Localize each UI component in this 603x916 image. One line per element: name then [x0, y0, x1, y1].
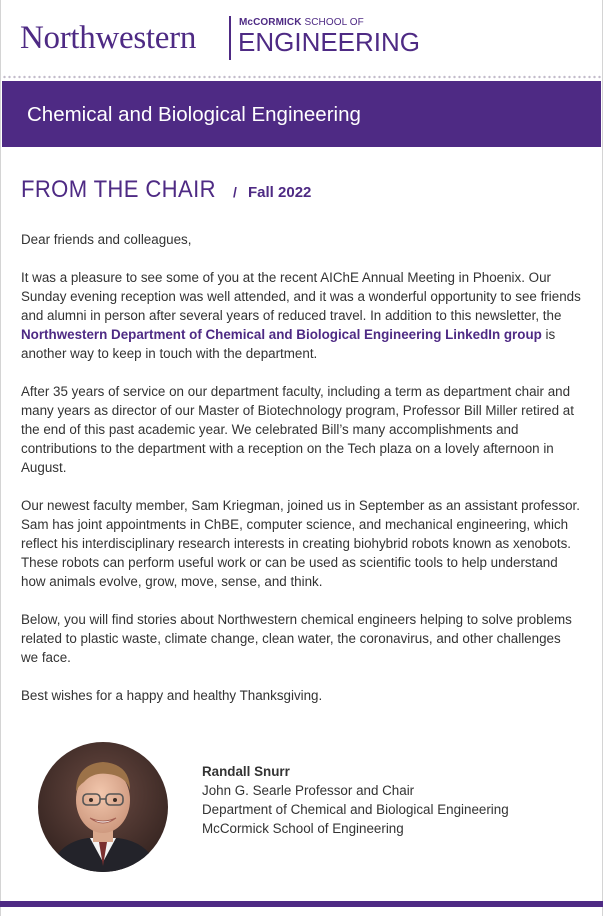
department-title: Chemical and Biological Engineering [27, 103, 361, 126]
paragraph-stories: Below, you will find stories about Northwestern chemical engineers helping to solve problems related to plastic waste, climate change, clean water, the coronavirus, and other challenges we face. [21, 612, 572, 665]
paragraph-aiche: It was a pleasure to see some of you at the recent AIChE Annual Meeting in Phoenix. Our Sunday evening reception was well attended, and it was a wonderful opportunity to see friends and alumni in person after several years of reduced travel. In addition to this newsletter, the Northwestern Department of Chemical and Biological Engineering LinkedIn group is another way to keep in touch with the department. [21, 270, 581, 361]
department-banner [2, 81, 601, 147]
footer-bar [0, 901, 603, 907]
from-the-chair-title: FROM THE CHAIR [21, 176, 216, 203]
signature-title: John G. Searle Professor and Chair [202, 783, 415, 798]
dotted-divider [2, 74, 601, 80]
heading-separator: / [233, 184, 237, 200]
signature-school: McCormick School of Engineering [202, 821, 404, 836]
paragraph-sam-kriegman: Our newest faculty member, Sam Kriegman, joined us in September as an assistant professor. Sam has joint appointments in ChBE, computer science, and mechanical engineering, which reflect his interdisciplinary research interests in creating biohybrid robots known as xenobots. These robots can perform useful work or can be used as scientific tools to help understand how animals evolve, grow, move, sense, and think. [21, 498, 580, 589]
portrait-photo [38, 742, 168, 872]
linkedin-group-link[interactable]: Northwestern Department of Chemical and Biological Engineering LinkedIn group [21, 327, 542, 342]
closing: Best wishes for a happy and healthy Thanksgiving. [21, 688, 323, 703]
issue-season: Fall 2022 [248, 184, 312, 201]
signature-department: Department of Chemical and Biological Engineering [202, 802, 509, 817]
signature-name: Randall Snurr [202, 764, 290, 779]
section-heading [21, 176, 312, 204]
logo-mccormick-line: McCORMICK SCHOOL OF [239, 17, 364, 28]
paragraph-bill-miller: After 35 years of service on our department faculty, including a term as department chair and many years as director of our Master of Biotechnology program, Professor Bill Miller retired at the end of this past academic year. We celebrated Bill’s many accomplishments and contributions to the department with a reception on the Tech plaza on a lovely afternoon in August. [21, 384, 574, 475]
logo-divider [229, 16, 231, 60]
letter-body [21, 230, 581, 724]
logo-northwestern-wordmark: Northwestern [20, 20, 197, 56]
logo-engineering-wordmark: ENGINEERING [238, 27, 421, 57]
avatar [38, 742, 168, 872]
signature-block [202, 762, 509, 838]
greeting: Dear friends and colleagues, [21, 232, 192, 247]
